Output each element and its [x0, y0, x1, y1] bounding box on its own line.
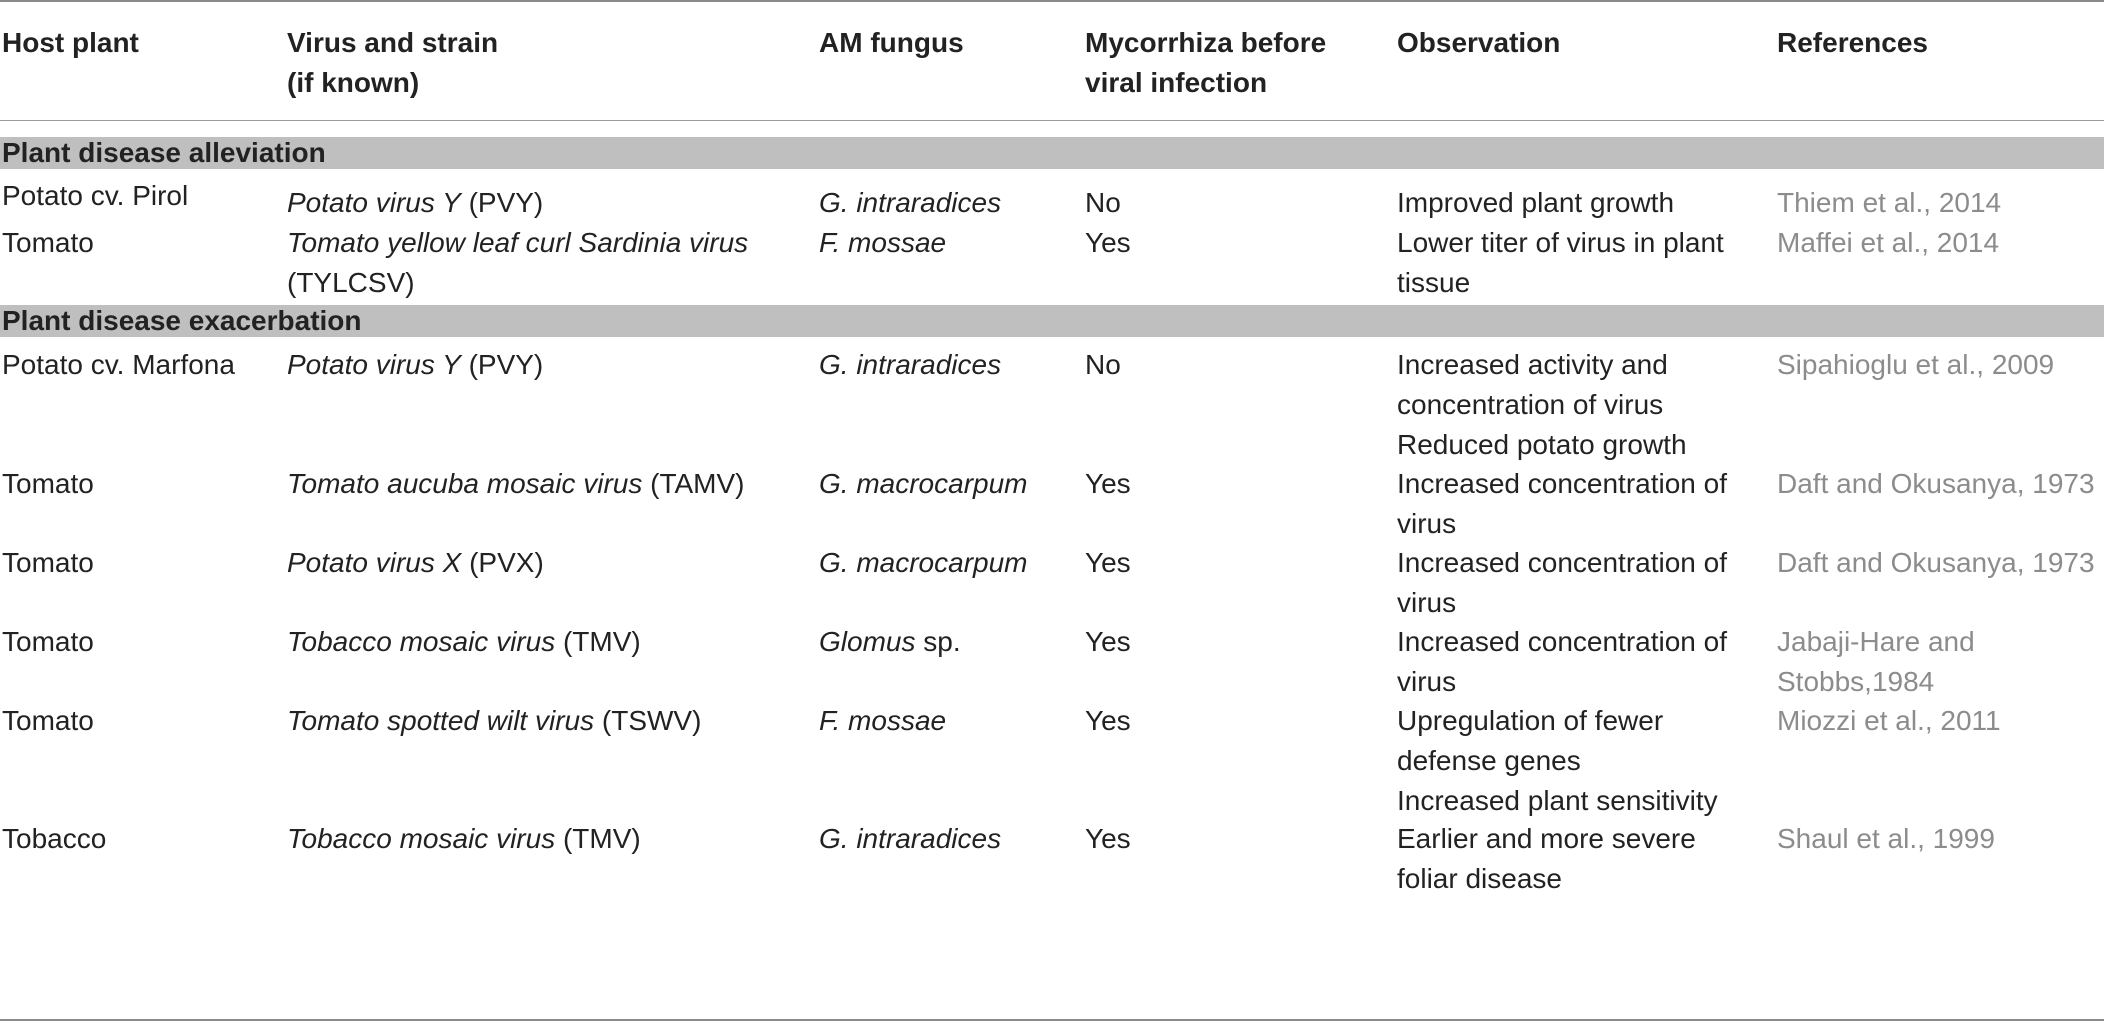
fungus-suffix: sp. — [915, 626, 961, 657]
reference-line: Jabaji-Hare and — [1777, 626, 1975, 657]
observation-line: Improved plant growth — [1397, 187, 1675, 218]
host-plant-cell: Potato cv. Pirol — [2, 180, 189, 211]
am-fungus-cell — [819, 543, 1028, 583]
observation-line: concentration of virus — [1397, 389, 1664, 420]
fungus-name: F. mossae — [819, 227, 947, 258]
virus-abbrev: (PVY) — [460, 349, 544, 380]
virus-abbrev: (PVX) — [461, 547, 544, 578]
fungus-name: F. mossae — [819, 705, 947, 736]
reference-line: Daft and Okusanya, 1973 — [1777, 468, 2095, 499]
reference-line: Thiem et al., 2014 — [1777, 187, 2002, 218]
host-plant-cell: Tomato — [2, 227, 94, 258]
table-top-rule — [0, 0, 2104, 2]
host-plant-cell: Tomato — [2, 547, 94, 578]
reference-line: Daft and Okusanya, 1973 — [1777, 547, 2095, 578]
virus-strain-cell — [287, 223, 748, 263]
virus-name: Tomato aucuba mosaic virus — [287, 468, 643, 499]
observation-line: Reduced potato growth — [1397, 429, 1687, 460]
mycorrhiza-cell: No — [1085, 349, 1121, 380]
am-fungus-cell — [819, 819, 1001, 859]
virus-name: Tomato spotted wilt virus — [287, 705, 595, 736]
virus-name: Potato virus Y — [287, 349, 461, 380]
reference-line: Shaul et al., 1999 — [1777, 823, 1995, 854]
observation-line: Increased concentration of — [1397, 626, 1727, 657]
observation-line: virus — [1397, 587, 1457, 618]
mycorrhiza-cell: Yes — [1085, 468, 1131, 499]
header-host-plant: Host plant — [2, 27, 139, 58]
reference-line: Miozzi et al., 2011 — [1777, 705, 2001, 736]
am-fungus-cell — [819, 464, 1028, 504]
am-fungus-cell — [819, 183, 1001, 223]
observation-line: Increased activity and — [1397, 349, 1668, 380]
virus-strain-cell — [287, 464, 745, 504]
header-mycorrhiza: Mycorrhiza before viral infection — [1085, 27, 1327, 98]
observation-line: virus — [1397, 508, 1457, 539]
virus-abbrev: (TMV) — [555, 626, 641, 657]
host-plant-cell: Tomato — [2, 705, 94, 736]
observation-line: Lower titer of virus in plant — [1397, 227, 1724, 258]
observation-line: Increased concentration of — [1397, 547, 1727, 578]
am-fungus-cell — [819, 345, 1001, 385]
observation-line: foliar disease — [1397, 863, 1562, 894]
virus-abbrev: (TMV) — [555, 823, 641, 854]
virus-name: Tobacco mosaic virus — [287, 626, 556, 657]
am-fungus-cell — [819, 622, 961, 662]
mycorrhiza-cell: Yes — [1085, 823, 1131, 854]
host-plant-cell: Tobacco — [2, 823, 107, 854]
fungus-name: G. macrocarpum — [819, 468, 1028, 499]
fungus-name: Glomus — [819, 626, 916, 657]
virus-name: Tomato yellow leaf curl Sardinia virus — [287, 227, 749, 258]
am-fungus-cell — [819, 223, 946, 263]
header-bottom-rule — [0, 120, 2104, 121]
virus-abbrev: (TAMV) — [642, 468, 745, 499]
virus-strain-cell — [287, 183, 543, 223]
host-plant-cell: Potato cv. Marfona — [2, 349, 235, 380]
virus-strain-cell-line2: (TYLCSV) — [287, 267, 415, 298]
host-plant-cell: Tomato — [2, 468, 94, 499]
virus-strain-cell — [287, 701, 701, 741]
virus-name: Potato virus X — [287, 547, 462, 578]
observation-line: Increased plant sensitivity — [1397, 785, 1718, 816]
header-am-fungus: AM fungus — [819, 27, 964, 58]
header-observation: Observation — [1397, 27, 1561, 58]
mycorrhiza-cell: Yes — [1085, 705, 1131, 736]
reference-line: Sipahioglu et al., 2009 — [1777, 349, 2055, 380]
section-label-exacerbation: Plant disease exacerbation — [2, 305, 362, 336]
mycorrhiza-cell: No — [1085, 187, 1121, 218]
am-fungus-cell — [819, 701, 946, 741]
mycorrhiza-cell: Yes — [1085, 547, 1131, 578]
observation-line: defense genes — [1397, 745, 1581, 776]
mycorrhiza-cell: Yes — [1085, 626, 1131, 657]
section-label-alleviation: Plant disease alleviation — [2, 137, 326, 168]
host-plant-cell: Tomato — [2, 626, 94, 657]
virus-abbrev: (TSWV) — [594, 705, 702, 736]
observation-line: Increased concentration of — [1397, 468, 1727, 499]
virus-strain-cell — [287, 622, 641, 662]
virus-strain-cell — [287, 819, 641, 859]
virus-abbrev: (PVY) — [460, 187, 544, 218]
fungus-name: G. macrocarpum — [819, 547, 1028, 578]
reference-line: Maffei et al., 2014 — [1777, 227, 2000, 258]
virus-name: Potato virus Y — [287, 187, 461, 218]
observation-line: Upregulation of fewer — [1397, 705, 1664, 736]
fungus-name: G. intraradices — [819, 187, 1002, 218]
virus-strain-cell — [287, 543, 544, 583]
virus-name: Tobacco mosaic virus — [287, 823, 556, 854]
header-references: References — [1777, 27, 1928, 58]
mycorrhiza-cell: Yes — [1085, 227, 1131, 258]
observation-line: Earlier and more severe — [1397, 823, 1696, 854]
observation-line: virus — [1397, 666, 1457, 697]
observation-line: tissue — [1397, 267, 1471, 298]
header-virus-strain: Virus and strain (if known) — [287, 27, 499, 98]
reference-line: Stobbs,1984 — [1777, 666, 1935, 697]
fungus-name: G. intraradices — [819, 823, 1002, 854]
fungus-name: G. intraradices — [819, 349, 1002, 380]
virus-strain-cell — [287, 345, 543, 385]
